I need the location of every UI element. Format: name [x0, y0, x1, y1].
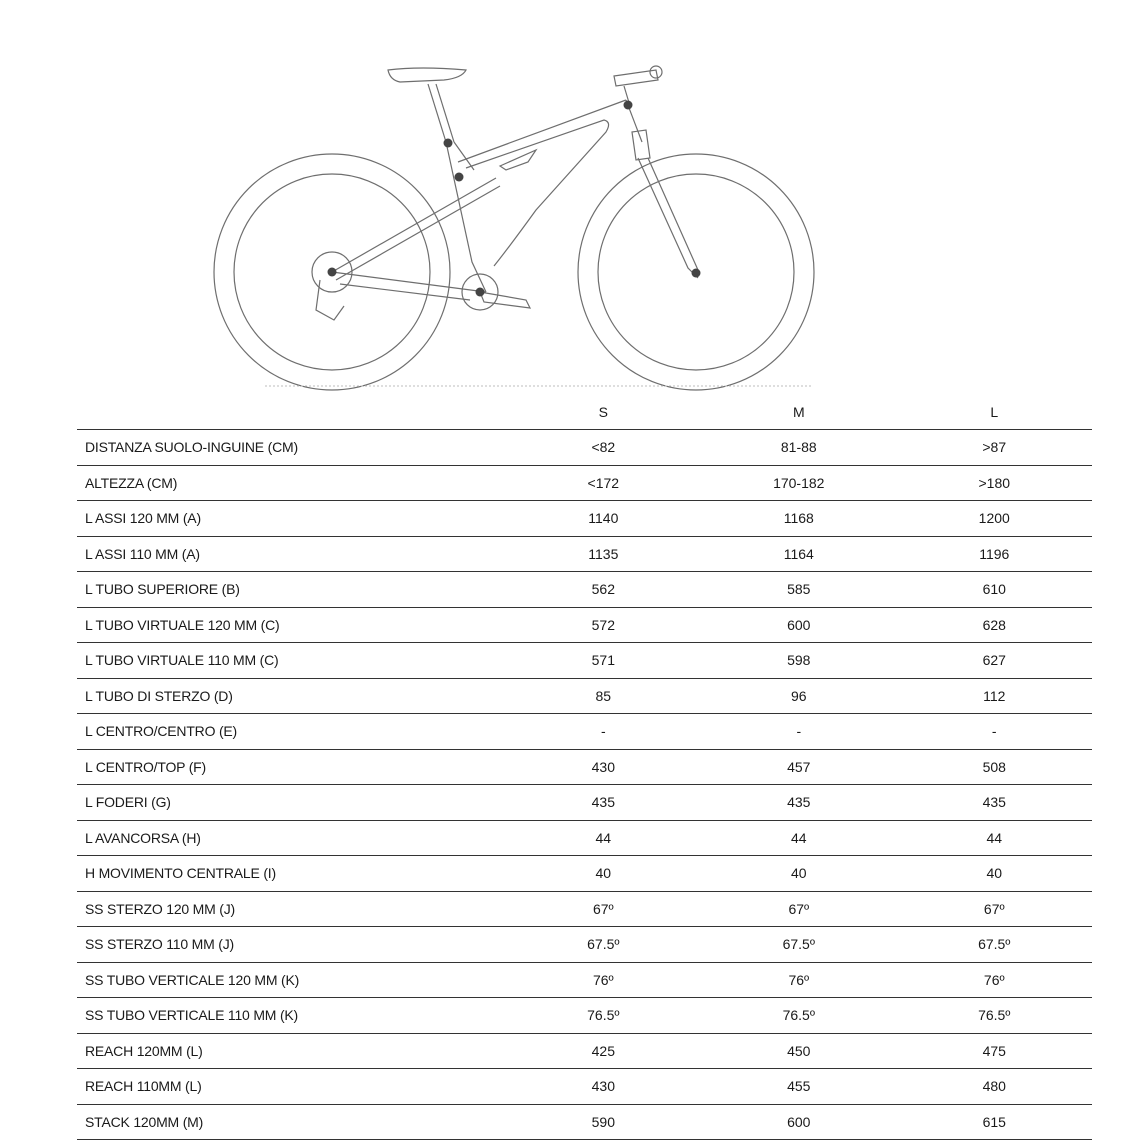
cell-size-l: - [897, 714, 1092, 750]
cell-size-s: <172 [506, 465, 701, 501]
cell-size-s: - [506, 714, 701, 750]
cell-size-m: 598 [701, 643, 896, 679]
cell-size-m: 455 [701, 1069, 896, 1105]
cell-size-l: 67.5º [897, 927, 1092, 963]
size-header-m: M [701, 394, 896, 430]
cell-size-s: 590 [506, 1104, 701, 1140]
cell-size-s: 572 [506, 607, 701, 643]
table-row [77, 1069, 1092, 1105]
row-label: SS TUBO VERTICALE 110 MM (K) [77, 998, 506, 1034]
row-label: L ASSI 120 MM (A) [77, 501, 506, 537]
cell-size-l: 40 [897, 856, 1092, 892]
cell-size-m: 450 [701, 1033, 896, 1069]
cell-size-m: 457 [701, 749, 896, 785]
cell-size-s: 40 [506, 856, 701, 892]
cell-size-m: 40 [701, 856, 896, 892]
row-label: H MOVIMENTO CENTRALE (I) [77, 856, 506, 892]
row-label: L CENTRO/TOP (F) [77, 749, 506, 785]
cell-size-l: 480 [897, 1069, 1092, 1105]
cell-size-s: <82 [506, 430, 701, 466]
cell-size-l: 44 [897, 820, 1092, 856]
table-row [77, 643, 1092, 679]
cell-size-s: 430 [506, 1069, 701, 1105]
cell-size-s: 562 [506, 572, 701, 608]
cell-size-s: 67.5º [506, 927, 701, 963]
cell-size-m: 435 [701, 785, 896, 821]
cell-size-l: >87 [897, 430, 1092, 466]
cell-size-l: 628 [897, 607, 1092, 643]
cell-size-l: 615 [897, 1104, 1092, 1140]
cell-size-l: 112 [897, 678, 1092, 714]
cell-size-s: 67º [506, 891, 701, 927]
table-row [77, 501, 1092, 537]
table-row [77, 962, 1092, 998]
cell-size-m: 67º [701, 891, 896, 927]
cell-size-s: 44 [506, 820, 701, 856]
table-row [77, 856, 1092, 892]
row-label: SS STERZO 110 MM (J) [77, 927, 506, 963]
table-row [77, 1104, 1092, 1140]
cell-size-m: 96 [701, 678, 896, 714]
row-label: L AVANCORSA (H) [77, 820, 506, 856]
cell-size-s: 76.5º [506, 998, 701, 1034]
row-label: STACK 120MM (M) [77, 1104, 506, 1140]
cell-size-l: 627 [897, 643, 1092, 679]
row-label: SS STERZO 120 MM (J) [77, 891, 506, 927]
cell-size-m: - [701, 714, 896, 750]
table-row [77, 891, 1092, 927]
cell-size-m: 600 [701, 607, 896, 643]
cell-size-l: 475 [897, 1033, 1092, 1069]
cell-size-s: 571 [506, 643, 701, 679]
cell-size-l: 1196 [897, 536, 1092, 572]
row-label: L CENTRO/CENTRO (E) [77, 714, 506, 750]
row-label: L TUBO VIRTUALE 110 MM (C) [77, 643, 506, 679]
cell-size-l: 610 [897, 572, 1092, 608]
cell-size-s: 1135 [506, 536, 701, 572]
cell-size-l: 76º [897, 962, 1092, 998]
row-label: REACH 110MM (L) [77, 1069, 506, 1105]
size-header-s: S [506, 394, 701, 430]
geometry-table [77, 394, 1092, 1140]
row-label: REACH 120MM (L) [77, 1033, 506, 1069]
table-row [77, 607, 1092, 643]
table-row [77, 749, 1092, 785]
cell-size-l: 1200 [897, 501, 1092, 537]
table-row [77, 678, 1092, 714]
row-label: ALTEZZA (CM) [77, 465, 506, 501]
size-header-l: L [897, 394, 1092, 430]
table-header-row [77, 394, 1092, 430]
cell-size-m: 44 [701, 820, 896, 856]
table-row [77, 465, 1092, 501]
cell-size-s: 430 [506, 749, 701, 785]
table-row [77, 785, 1092, 821]
cell-size-m: 1168 [701, 501, 896, 537]
row-label: DISTANZA SUOLO-INGUINE (CM) [77, 430, 506, 466]
row-label: L FODERI (G) [77, 785, 506, 821]
table-row [77, 536, 1092, 572]
table-body [77, 430, 1092, 1140]
cell-size-s: 76º [506, 962, 701, 998]
cell-size-l: 508 [897, 749, 1092, 785]
cell-size-m: 600 [701, 1104, 896, 1140]
cell-size-s: 1140 [506, 501, 701, 537]
row-label: L TUBO VIRTUALE 120 MM (C) [77, 607, 506, 643]
row-label: SS TUBO VERTICALE 120 MM (K) [77, 962, 506, 998]
row-label: L TUBO SUPERIORE (B) [77, 572, 506, 608]
bicycle-icon [200, 55, 830, 395]
cell-size-m: 67.5º [701, 927, 896, 963]
table-row [77, 714, 1092, 750]
table-row [77, 820, 1092, 856]
cell-size-l: 76.5º [897, 998, 1092, 1034]
cell-size-m: 81-88 [701, 430, 896, 466]
cell-size-l: 435 [897, 785, 1092, 821]
cell-size-s: 85 [506, 678, 701, 714]
cell-size-m: 1164 [701, 536, 896, 572]
cell-size-l: 67º [897, 891, 1092, 927]
cell-size-m: 76º [701, 962, 896, 998]
table-row [77, 430, 1092, 466]
label-column-header [77, 394, 506, 430]
table-row [77, 998, 1092, 1034]
table-row [77, 572, 1092, 608]
cell-size-m: 585 [701, 572, 896, 608]
row-label: L ASSI 110 MM (A) [77, 536, 506, 572]
cell-size-m: 76.5º [701, 998, 896, 1034]
row-label: L TUBO DI STERZO (D) [77, 678, 506, 714]
cell-size-l: >180 [897, 465, 1092, 501]
cell-size-s: 435 [506, 785, 701, 821]
table-row [77, 927, 1092, 963]
table-row [77, 1033, 1092, 1069]
cell-size-m: 170-182 [701, 465, 896, 501]
cell-size-s: 425 [506, 1033, 701, 1069]
